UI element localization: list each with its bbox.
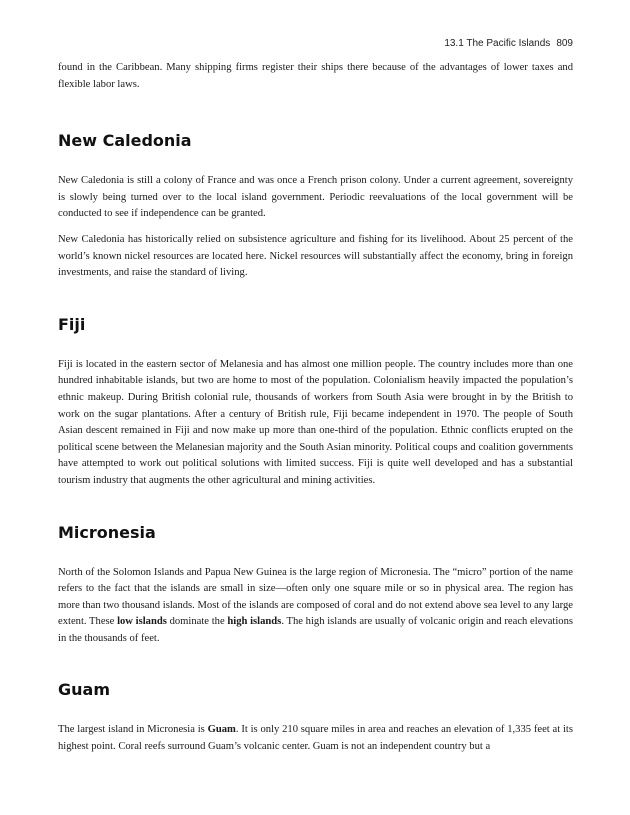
fiji-paragraph-1: Fiji is located in the eastern sector of Melanesia and has almost one million people. The country includes more than one hundred inhabitable islands, but two are home to most of the population. Colonialism heavily impacted the population’s ethnic makeup. During British colonial rule, thousands of workers from South Asia were brought in by the British to work on the sugar plantations. After a century of British rule, Fiji became independent in 1970. The people of South Asian descent remained in Fiji and now make up more than one-third of the population. Ethnic conflicts erupted on the political scene between the Melanesian majority and the South Asian minority. Political coups and coalition governments have attempted to work out political solutions with limited success. Fiji is quite well developed and has a substantial tourism industry that augments the other agricultural and mining activities.: [58, 358, 573, 486]
intro-paragraph: found in the Caribbean. Many shipping firms register their ships there because of the advantages of lower taxes and flexible labor laws.: [58, 62, 573, 90]
guam-text-b: . It is only 210 square miles in area and reaches an elevation of 1,335 feet at its highest point. Coral reefs surround Guam’s volcanic center. Guam is not an independent country but a: [58, 724, 573, 753]
micronesia-text-b: dominate the: [166, 616, 228, 628]
heading-fiji: Fiji: [58, 314, 86, 334]
heading-guam: Guam: [58, 680, 110, 700]
new-caledonia-paragraph-2: New Caledonia has historically relied on subsistence agriculture and fishing for its livelihood. About 25 percent of the world’s known nickel resources are located here. Nickel resources will substantially affect the economy, bring in foreign investments, and raise the standard of living.: [58, 233, 573, 279]
guam-paragraph-1: [58, 722, 573, 755]
micronesia-text-a: North of the Solomon Islands and Papua New Guinea is the large region of Micronesia. The “micro” portion of the name refers to the fact that the islands are small in size—often only one square mile or so in physical area. The region has more than two thousand islands. Most of the islands are composed of coral and do not extend above sea level to any large extent. These: [58, 566, 573, 628]
micronesia-paragraph-1: [58, 565, 573, 648]
term-low-islands: low islands: [117, 616, 167, 628]
page-content: [58, 60, 573, 756]
term-high-islands: high islands: [227, 616, 282, 628]
heading-micronesia: Micronesia: [58, 522, 156, 542]
header-page-number: 809: [556, 38, 573, 49]
heading-new-caledonia: New Caledonia: [58, 131, 192, 151]
term-guam: Guam: [207, 724, 236, 736]
micronesia-text-c: . The high islands are usually of volcanic origin and reach elevations in the thousands of feet.: [58, 616, 573, 644]
running-header: [444, 38, 573, 49]
header-section-title: 13.1 The Pacific Islands: [444, 38, 551, 49]
guam-text-a: The largest island in Micronesia is: [58, 724, 208, 736]
new-caledonia-paragraph-1: New Caledonia is still a colony of France and was once a French prison colony. Under a current agreement, sovereignty is slowly being turned over to the local island government. Periodic reevaluations of the local government will be conducted to see if independence can be granted.: [58, 175, 573, 220]
